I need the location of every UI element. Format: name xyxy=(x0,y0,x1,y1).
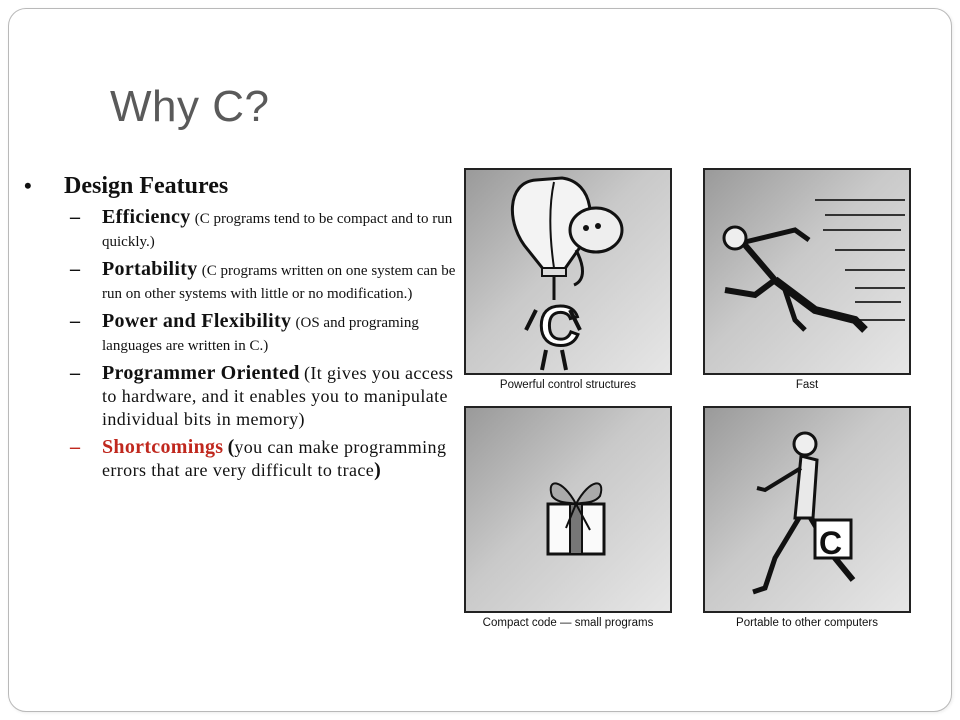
open-paren: ( xyxy=(227,436,235,458)
list-item-efficiency: – Efficiency (C programs tend to be compact and to run quickly.) xyxy=(70,206,453,250)
item-head: Power and Flexibility xyxy=(102,310,292,332)
panel-caption: Fast xyxy=(795,379,819,391)
gift-box-icon xyxy=(464,406,672,613)
list-item-power-flexibility: – Power and Flexibility (OS and programing languages are written in C.) xyxy=(70,310,419,354)
illustration-grid xyxy=(463,168,915,636)
main-bullet-text: Design Features xyxy=(64,173,229,199)
list-item-portability: – Portability (C programs written on one system can be run on other systems with little or no modification.) xyxy=(70,258,456,302)
item-head: Programmer Oriented xyxy=(102,362,300,384)
bullet-content xyxy=(22,170,467,487)
item-head: Efficiency xyxy=(102,206,191,228)
walking-man-briefcase-icon xyxy=(703,406,911,613)
item-note: (C programs tend to be compact and to run quickly.) xyxy=(102,211,453,250)
panel-control-structures xyxy=(464,168,672,391)
panel-compact-code xyxy=(464,406,672,629)
item-head: Shortcomings xyxy=(102,436,224,458)
list-item-programmer-oriented: – Programmer Oriented (It gives you access to hardware, and it enables you to manipulate individual bits in memory) xyxy=(70,362,454,429)
bullet-dot: • xyxy=(24,173,32,198)
svg-text:C: C xyxy=(539,294,580,357)
panel-fast xyxy=(703,168,911,391)
panel-portable xyxy=(703,406,911,629)
slide-title: Why C? xyxy=(110,82,270,131)
panel-caption: Portable to other computers xyxy=(736,617,878,629)
item-note: (It gives you access to hardware, and it enables you to manipulate individual bits in memory) xyxy=(102,363,454,429)
running-superhero-icon xyxy=(703,168,911,375)
item-note: (C programs written on one system can be run on other systems with little or no modification.) xyxy=(102,263,456,302)
feature-list xyxy=(22,206,467,482)
item-note: (OS and programing languages are written in C.) xyxy=(102,315,419,354)
balloon-strongman-icon xyxy=(464,168,672,375)
main-bullet xyxy=(22,170,467,202)
panel-caption: Powerful control structures xyxy=(499,379,637,391)
panel-caption: Compact code — small programs xyxy=(482,617,654,629)
list-item-shortcomings: – Shortcomings (you can make programming errors that are very difficult to trace) xyxy=(70,436,447,481)
svg-text:C: C xyxy=(819,525,843,561)
close-paren: ) xyxy=(374,459,381,481)
item-head: Portability xyxy=(102,258,198,280)
item-note: you can make programming errors that are very difficult to trace xyxy=(102,437,447,480)
